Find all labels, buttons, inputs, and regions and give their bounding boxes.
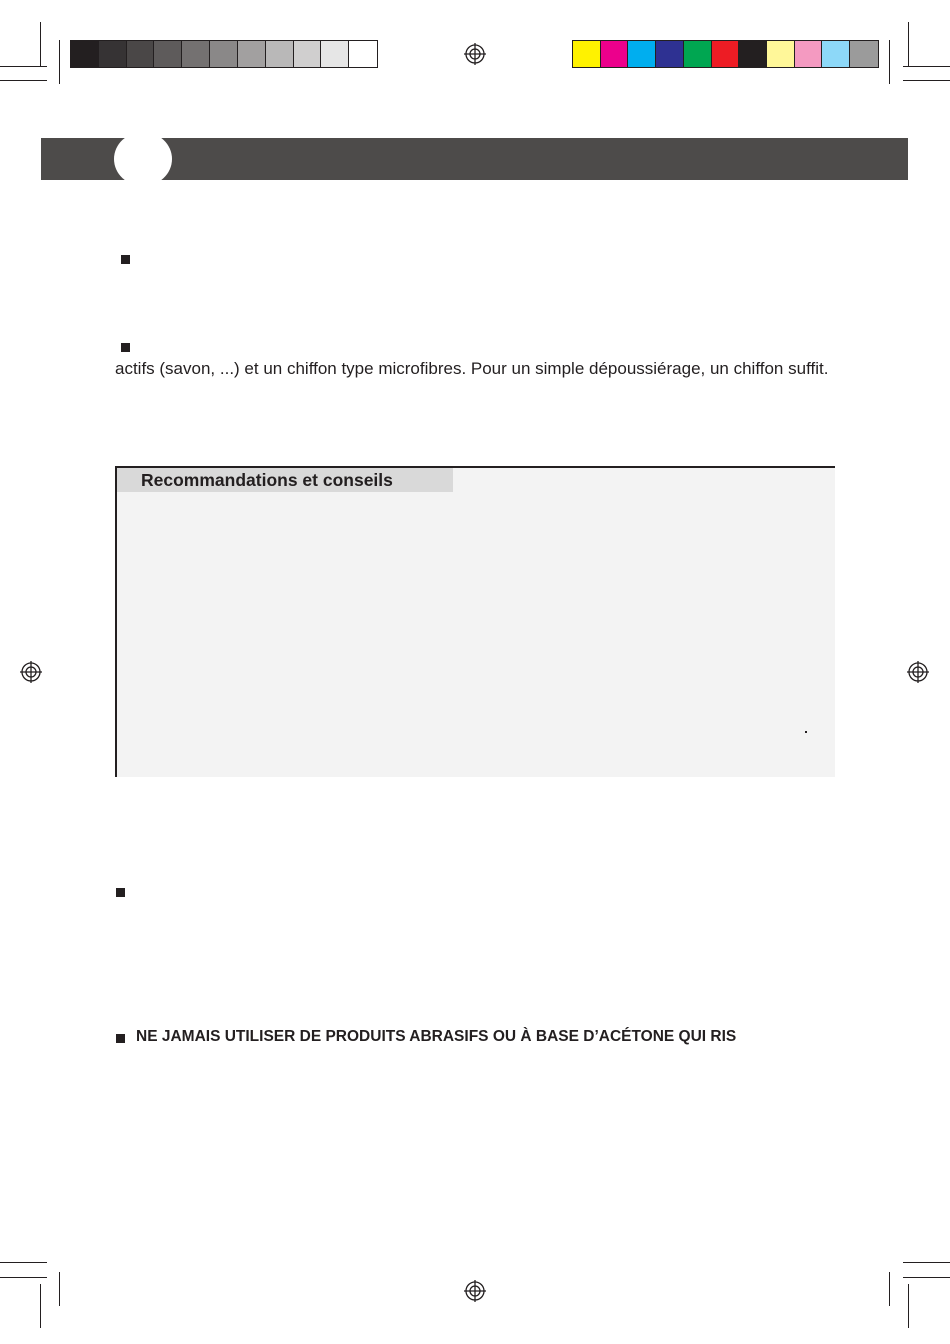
- color-swatch: [210, 41, 238, 67]
- panel-dot: [805, 731, 807, 733]
- crop-mark: [908, 1284, 909, 1328]
- color-swatch: [739, 41, 767, 67]
- color-swatch: [628, 41, 656, 67]
- crop-mark: [0, 80, 47, 81]
- registration-target-icon: [907, 661, 929, 683]
- color-swatch: [601, 41, 629, 67]
- color-swatch: [71, 41, 99, 67]
- process-color-bar: [572, 40, 879, 68]
- crop-mark: [903, 80, 950, 81]
- color-swatch: [822, 41, 850, 67]
- section-number-circle: [114, 132, 172, 186]
- crop-mark: [40, 1284, 41, 1328]
- crop-mark: [889, 40, 890, 84]
- crop-mark: [59, 1272, 60, 1306]
- color-swatch: [795, 41, 823, 67]
- registration-target-icon: [464, 1280, 486, 1302]
- square-bullet-icon: [121, 343, 130, 352]
- color-swatch: [238, 41, 266, 67]
- gray-color-bar: [70, 40, 378, 68]
- square-bullet-icon: [116, 1034, 125, 1043]
- warning-text: NE JAMAIS UTILISER DE PRODUITS ABRASIFS OU À BASE D’ACÉTONE QUI RIS: [136, 1028, 737, 1045]
- color-swatch: [154, 41, 182, 67]
- color-swatch: [127, 41, 155, 67]
- crop-mark: [0, 1262, 47, 1263]
- cleaning-paragraph: actifs (savon, ...) et un chiffon type microfibres. Pour un simple dépoussiérage, un chiffon suffit.: [115, 359, 829, 378]
- crop-mark: [40, 22, 41, 66]
- color-swatch: [712, 41, 740, 67]
- crop-mark: [903, 1262, 950, 1263]
- color-swatch: [349, 41, 377, 67]
- crop-mark: [0, 66, 47, 67]
- square-bullet-icon: [121, 255, 130, 264]
- color-swatch: [99, 41, 127, 67]
- color-swatch: [294, 41, 322, 67]
- panel-title: Recommandations et conseils: [117, 468, 453, 492]
- color-swatch: [684, 41, 712, 67]
- color-swatch: [321, 41, 349, 67]
- recommendations-panel: [115, 466, 835, 777]
- crop-mark: [903, 66, 950, 67]
- color-swatch: [266, 41, 294, 67]
- crop-mark: [59, 40, 60, 84]
- crop-mark: [889, 1272, 890, 1306]
- crop-mark: [0, 1277, 47, 1278]
- color-swatch: [573, 41, 601, 67]
- crop-mark: [908, 22, 909, 66]
- square-bullet-icon: [116, 888, 125, 897]
- registration-target-icon: [20, 661, 42, 683]
- color-swatch: [182, 41, 210, 67]
- color-swatch: [656, 41, 684, 67]
- color-swatch: [850, 41, 878, 67]
- registration-target-icon: [464, 43, 486, 65]
- crop-mark: [903, 1277, 950, 1278]
- color-swatch: [767, 41, 795, 67]
